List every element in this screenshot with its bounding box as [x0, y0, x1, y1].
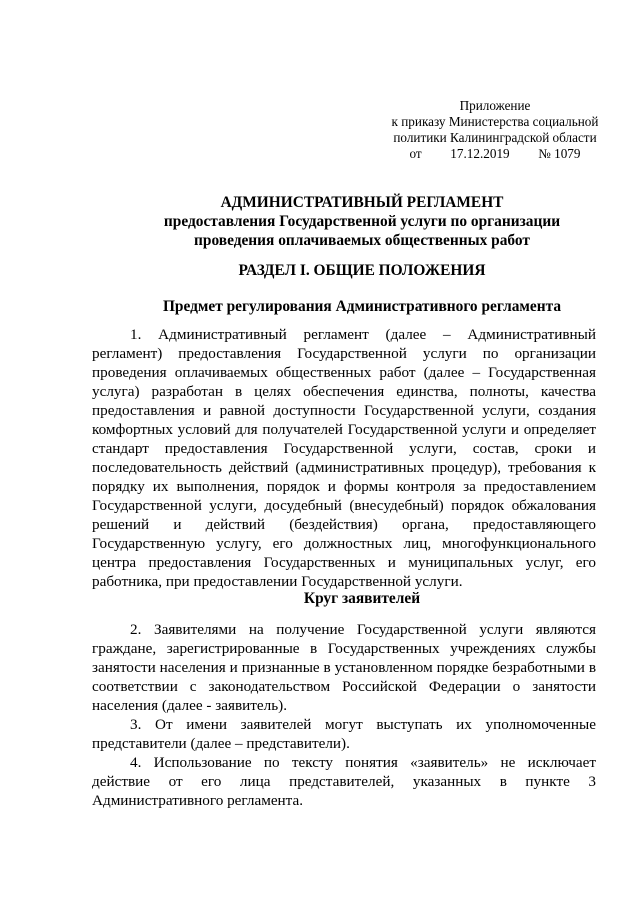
- subsection-applicants-body: [92, 620, 596, 810]
- section-title: РАЗДЕЛ I. ОБЩИЕ ПОЛОЖЕНИЯ: [238, 262, 486, 279]
- paragraph-2: 2. Заявителями на получение Государственной услуги являются граждане, зарегистрированные в Государственных учреждениях службы занятости населения и признанные в установленном порядке безработными в соответствии с законодательством Российской Федерации о занятости населения (далее - заявитель).: [92, 621, 596, 714]
- subsection-title-applicants: Круг заявителей: [303, 590, 421, 607]
- paragraph-4: 4. Использование по тексту понятия «заявитель» не исключает действие от его лица представителей, указанных в пункте 3 Административного регламента.: [92, 754, 596, 809]
- appendix-order-line: к приказу Министерства социальной: [391, 114, 599, 129]
- appendix-date-line: [360, 146, 630, 162]
- document-title: АДМИНИСТРАТИВНЫЙ РЕГЛАМЕНТ: [220, 194, 504, 211]
- appendix-date-prefix: от: [409, 146, 422, 161]
- paragraph-1: 1. Административный регламент (далее – Административный регламент) предоставления Государственной услуги по организации проведения оплачиваемых общественных работ (далее – Государственная услуга) разработан в целях обеспечения единства, полноты, качества предоставления и равной доступности Государственной услуги, создания комфортных условий для получателей Государственной услуги и определяет стандарт предоставления Государственной услуги, состав, сроки и последовательность действий (административных процедур), требования к порядку их выполнения, порядок и формы контроля за предоставлением Государственной услуги, досудебный (внесудебный) порядок обжалования решений и действий (бездействия) органа, предоставляющего Государственную услугу, его должностных лиц, многофункционального центра предоставления Государственных и муниципальных услуг, его работника, при предоставлении Государственной услуги.: [92, 326, 596, 590]
- appendix-number: № 1079: [538, 146, 581, 161]
- subsection-subject-body: [92, 325, 596, 591]
- appendix-ministry-line: политики Калининградской области: [393, 130, 597, 145]
- document-subtitle-line-1: предоставления Государственной услуги по организации: [163, 213, 561, 230]
- paragraph-3: 3. От имени заявителей могут выступать их уполномоченные представители (далее – представители).: [92, 716, 596, 752]
- appendix-date: 17.12.2019: [450, 146, 510, 161]
- document-title-block: [92, 193, 632, 250]
- appendix-label: Приложение: [459, 98, 531, 113]
- subsection-title-subject: Предмет регулирования Административного регламента: [162, 298, 562, 315]
- appendix-block: [360, 98, 630, 162]
- document-subtitle-line-2: проведения оплачиваемых общественных работ: [194, 232, 530, 249]
